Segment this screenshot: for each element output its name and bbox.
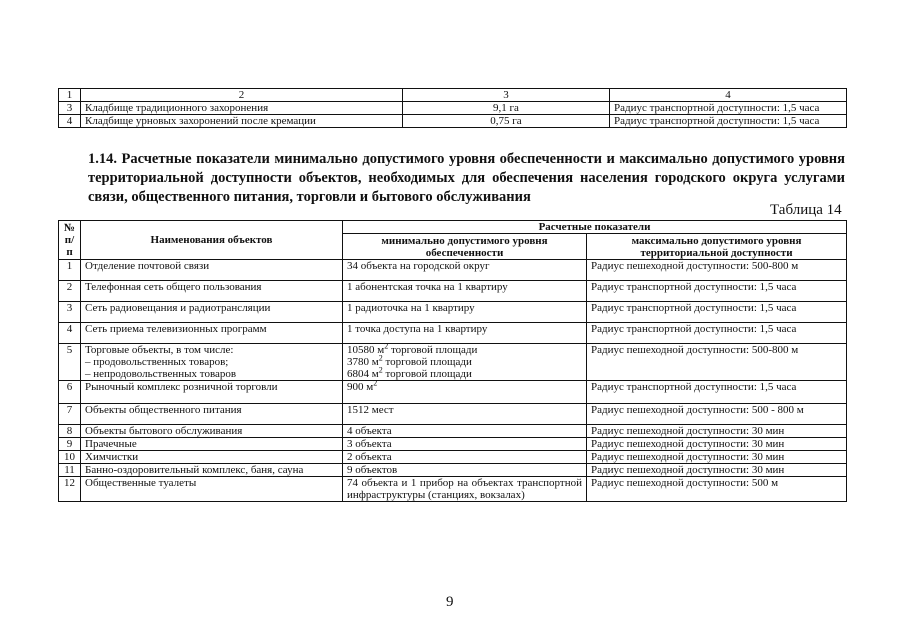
table-row — [59, 464, 847, 477]
max-value: Радиус пешеходной доступности: 500-800 м — [587, 260, 847, 281]
object-name: Объекты общественного питания — [81, 404, 343, 425]
row-number: 2 — [59, 281, 81, 302]
header-max: максимально допустимого уровня территориальной доступности — [587, 234, 847, 260]
table-row — [59, 404, 847, 425]
object-name-line: – продовольственных товаров; — [85, 356, 229, 368]
row-number: 10 — [59, 451, 81, 464]
table-header-row — [59, 89, 847, 102]
continued-table — [58, 88, 847, 128]
table-row — [59, 302, 847, 323]
max-value: Радиус транспортной доступности: 1,5 часа — [587, 323, 847, 344]
min-value: 1 точка доступа на 1 квартиру — [343, 323, 587, 344]
table-row — [59, 451, 847, 464]
object-name: Сеть радиовещания и радиотрансляции — [81, 302, 343, 323]
min-value — [343, 341, 587, 381]
object-name: Кладбище урновых захоронений после кремации — [81, 115, 403, 128]
object-name: Сеть приема телевизионных программ — [81, 323, 343, 344]
row-number: 4 — [59, 323, 81, 344]
max-value: Радиус транспортной доступности: 1,5 часа — [587, 281, 847, 302]
table-caption: Таблица 14 — [770, 202, 842, 218]
min-value: 4 объекта — [343, 425, 587, 438]
table-row — [59, 260, 847, 281]
max-value: Радиус пешеходной доступности: 30 мин — [587, 438, 847, 451]
min-value: 74 объекта и 1 прибор на объектах транспортной инфраструктуры (станциях, вокзалах) — [343, 477, 587, 502]
header-min: минимально допустимого уровня обеспеченности — [343, 234, 587, 260]
object-name: Банно-оздоровительный комплекс, баня, сауна — [81, 464, 343, 477]
table-row — [59, 115, 847, 128]
max-value: Радиус транспортной доступности: 1,5 часа — [587, 381, 847, 404]
max-value: Радиус транспортной доступности: 1,5 часа — [610, 115, 847, 128]
page-number: 9 — [446, 594, 454, 610]
row-number: 8 — [59, 425, 81, 438]
min-value-line: 3780 $м^2$ торговой площади — [347, 353, 472, 368]
table-header-row — [59, 221, 847, 234]
max-value: Радиус пешеходной доступности: 500-800 м — [587, 344, 847, 381]
min-value: 34 объекта на городской округ — [343, 260, 587, 281]
header-name: Наименования объектов — [81, 221, 343, 260]
min-value: 3 объекта — [343, 438, 587, 451]
object-name: Кладбище традиционного захоронения — [81, 102, 403, 115]
header-cell: 4 — [610, 89, 847, 102]
min-value: 1512 мест — [343, 404, 587, 425]
row-number: 4 — [59, 115, 81, 128]
table-row — [59, 438, 847, 451]
table-row — [59, 323, 847, 344]
table-row — [59, 102, 847, 115]
row-number: 6 — [59, 381, 81, 404]
max-value: Радиус транспортной доступности: 1,5 часа — [610, 102, 847, 115]
object-name: Общественные туалеты — [81, 477, 343, 502]
row-number: 12 — [59, 477, 81, 502]
min-value: 1 абонентская точка на 1 квартиру — [343, 281, 587, 302]
max-value: Радиус пешеходной доступности: 30 мин — [587, 464, 847, 477]
table-row — [59, 477, 847, 502]
table-row — [59, 425, 847, 438]
row-number: 5 — [59, 344, 81, 381]
object-name — [81, 344, 343, 381]
header-cell: 3 — [403, 89, 610, 102]
section-heading: 1.14. Расчетные показатели минимально допустимого уровня обеспеченности и максимально допустимого уровня территориальной доступности объектов, необходимых для обеспечения населения городского округа услугами связи, общественного питания, торговли и бытового обслуживания — [88, 151, 845, 205]
min-value-line: 10580 $м^2$ торговой площади — [347, 341, 478, 356]
row-number: 7 — [59, 404, 81, 425]
header-group: Расчетные показатели — [343, 221, 847, 234]
row-number: 9 — [59, 438, 81, 451]
min-value: 9,1 га — [403, 102, 610, 115]
row-number: 11 — [59, 464, 81, 477]
object-name: Отделение почтовой связи — [81, 260, 343, 281]
min-value: 2 объекта — [343, 451, 587, 464]
header-cell: 2 — [81, 89, 403, 102]
min-value-line: 6804 $м^2$ торговой площади — [347, 365, 472, 380]
min-value: 0,75 га — [403, 115, 610, 128]
object-name: Прачечные — [81, 438, 343, 451]
min-value: 9 объектов — [343, 464, 587, 477]
row-number: 1 — [59, 260, 81, 281]
max-value: Радиус пешеходной доступности: 500 - 800 м — [587, 404, 847, 425]
table-14 — [58, 220, 847, 502]
object-name: Объекты бытового обслуживания — [81, 425, 343, 438]
object-name: Рыночный комплекс розничной торговли — [81, 381, 343, 404]
object-name-line: Торговые объекты, в том числе: — [85, 344, 234, 356]
header-cell: 1 — [59, 89, 81, 102]
object-name-line: – непродовольственных товаров — [85, 368, 237, 380]
max-value: Радиус пешеходной доступности: 500 м — [587, 477, 847, 502]
max-value: Радиус пешеходной доступности: 30 мин — [587, 451, 847, 464]
max-value: Радиус транспортной доступности: 1,5 часа — [587, 302, 847, 323]
min-value: 900 $м^2$ — [343, 381, 587, 404]
row-number: 3 — [59, 102, 81, 115]
table-row — [59, 381, 847, 404]
table-row — [59, 281, 847, 302]
header-number: № п/п — [59, 221, 81, 260]
object-name: Телефонная сеть общего пользования — [81, 281, 343, 302]
row-number: 3 — [59, 302, 81, 323]
table-row — [59, 344, 847, 381]
max-value: Радиус пешеходной доступности: 30 мин — [587, 425, 847, 438]
min-value: 1 радиоточка на 1 квартиру — [343, 302, 587, 323]
object-name: Химчистки — [81, 451, 343, 464]
